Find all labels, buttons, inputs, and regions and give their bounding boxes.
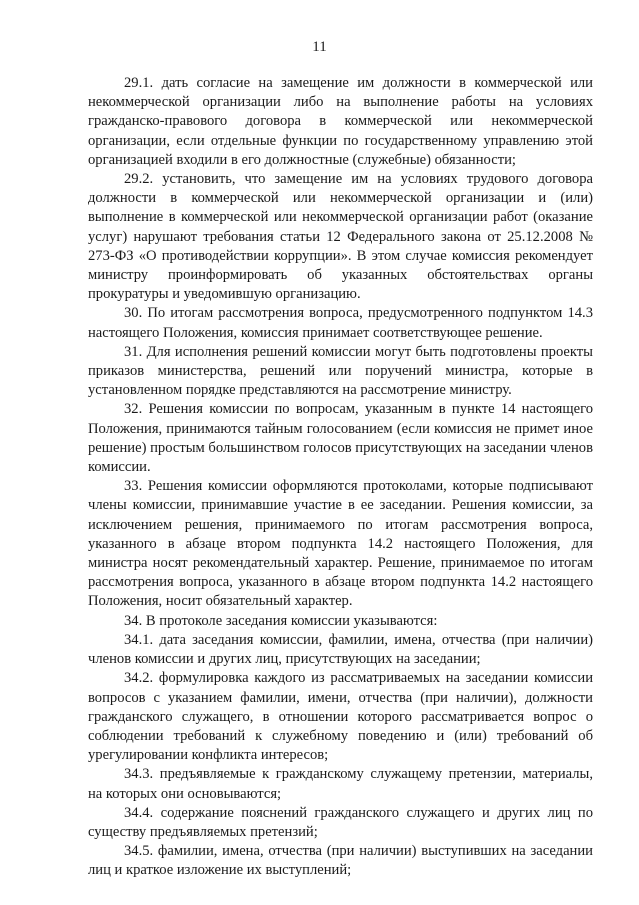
paragraph-29-1: 29.1. дать согласие на замещение им должности в коммерческой или некоммерческой организации либо на выполнение работы на условиях гражданско-правового договора в коммерческой или некоммерческой организации, если отдельные функции по государственному управлению этой организацией входили в его должностные (служебные) обязанности; bbox=[88, 75, 593, 168]
paragraph-34-4: 34.4. содержание пояснений гражданского служащего и других лиц по существу предъявляемых претензий; bbox=[88, 804, 593, 840]
paragraph-34: 34. В протоколе заседания комиссии указываются: bbox=[124, 612, 438, 629]
paragraph-32: 32. Решения комиссии по вопросам, указанным в пункте 14 настоящего Положения, принимаются тайным голосованием (если комиссия не примет иное решение) простым большинством голосов присутствующих на заседании членов комиссии. bbox=[88, 401, 593, 476]
paragraph-34-1: 34.1. дата заседания комиссии, фамилии, имена, отчества (при наличии) членов комиссии и других лиц, присутствующих на заседании; bbox=[88, 631, 593, 668]
paragraph-33: 33. Решения комиссии оформляются протоколами, которые подписывают члены комиссии, принимавшие участие в ее заседании. Решения комиссии, за исключением решения, принимаемого по итогам рассмотрения вопроса, указанного в абзаце втором подпункта 14.2 настоящего Положения, для министра носят рекомендательный характер. Решение, принимаемое по итогам рассмотрения вопроса, указанного в абзаце втором подпункта 14.2 настоящего Положения, носит обязательный характер. bbox=[88, 478, 593, 610]
paragraph-30: 30. По итогам рассмотрения вопроса, предусмотренного подпунктом 14.3 настоящего Положения, комиссия принимает соответствующее решение. bbox=[88, 305, 593, 341]
paragraph-29-2: 29.2. установить, что замещение им на условиях трудового договора должности в коммерческой или некоммерческой организации и (или) выполнение в коммерческой или некоммерческой организации работ (оказание услуг) нарушают требования статьи 12 Федерального закона от 25.12.2008 № 273-ФЗ «О противодействии коррупции». В этом случае комиссия рекомендует министру проинформировать об указанных обстоятельствах органы прокуратуры и уведомившую организацию. bbox=[88, 171, 593, 303]
paragraph-34-5: 34.5. фамилии, имена, отчества (при наличии) выступивших на заседании лиц и краткое изложение их выступлений; bbox=[88, 843, 593, 879]
document-body bbox=[88, 74, 593, 881]
paragraph-34-3: 34.3. предъявляемые к гражданскому служащему претензии, материалы, на которых они основываются; bbox=[88, 766, 593, 802]
paragraph-34-2: 34.2. формулировка каждого из рассматриваемых на заседании комиссии вопросов с указанием фамилии, имени, отчества (при наличии), должности гражданского служащего, в отношении которого рассматривается вопрос о соблюдении требований к служебному поведению и (или) требований об урегулировании конфликта интересов; bbox=[88, 670, 593, 764]
paragraph-31: 31. Для исполнения решений комиссии могут быть подготовлены проекты приказов министерства, решений или поручений министра, которые в установленном порядке представляются на рассмотрение министру. bbox=[88, 343, 593, 399]
page-number: 11 bbox=[312, 39, 327, 55]
